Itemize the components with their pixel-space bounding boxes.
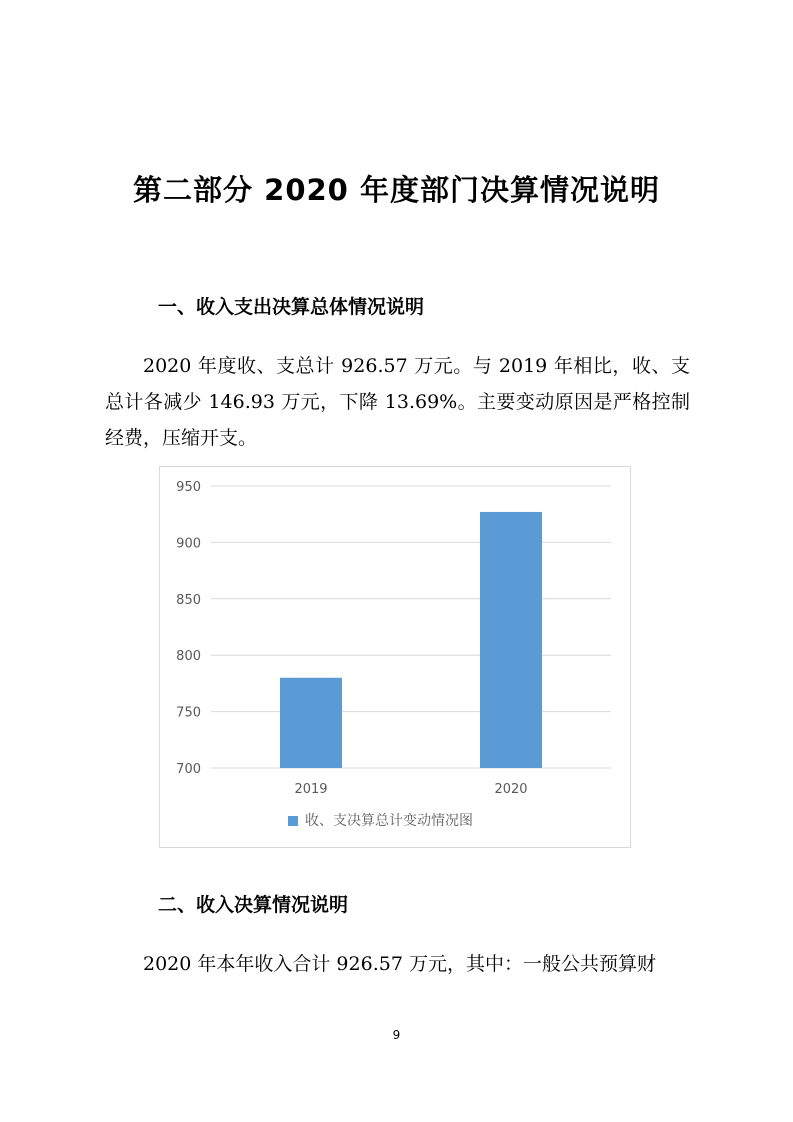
legend-label: 收、支决算总计变动情况图 — [305, 813, 473, 829]
y-tick-label: 950 — [176, 480, 201, 495]
bar-2019 — [280, 678, 342, 768]
y-tick-label: 750 — [176, 705, 201, 721]
income-paragraph: 2020 年本年收入合计 926.57 万元，其中：一般公共预算财 — [143, 953, 656, 975]
y-tick-label: 700 — [176, 762, 201, 777]
y-tick-label: 900 — [176, 536, 201, 552]
x-tick-label: 2020 — [494, 782, 528, 797]
page-number: 9 — [392, 1028, 401, 1042]
section-heading-overview: 一、收入支出决算总体情况说明 — [158, 296, 425, 318]
bar-2020 — [480, 512, 542, 768]
section-heading-income: 二、收入决算情况说明 — [158, 894, 349, 916]
chart-canvas — [160, 467, 630, 847]
bar-chart — [159, 466, 631, 848]
x-tick-label: 2019 — [294, 782, 328, 797]
page-title: 第二部分 2020 年度部门决算情况说明 — [133, 173, 660, 207]
y-tick-label: 800 — [176, 649, 201, 665]
legend-swatch — [288, 816, 298, 826]
y-tick-label: 850 — [176, 592, 201, 608]
overview-paragraph: 2020 年度收、支总计 926.57 万元。与 2019 年相比，收、支总计各减少 146.93 万元，下降 13.69%。主要变动原因是严格控制经费，压缩开支。 — [105, 355, 690, 449]
